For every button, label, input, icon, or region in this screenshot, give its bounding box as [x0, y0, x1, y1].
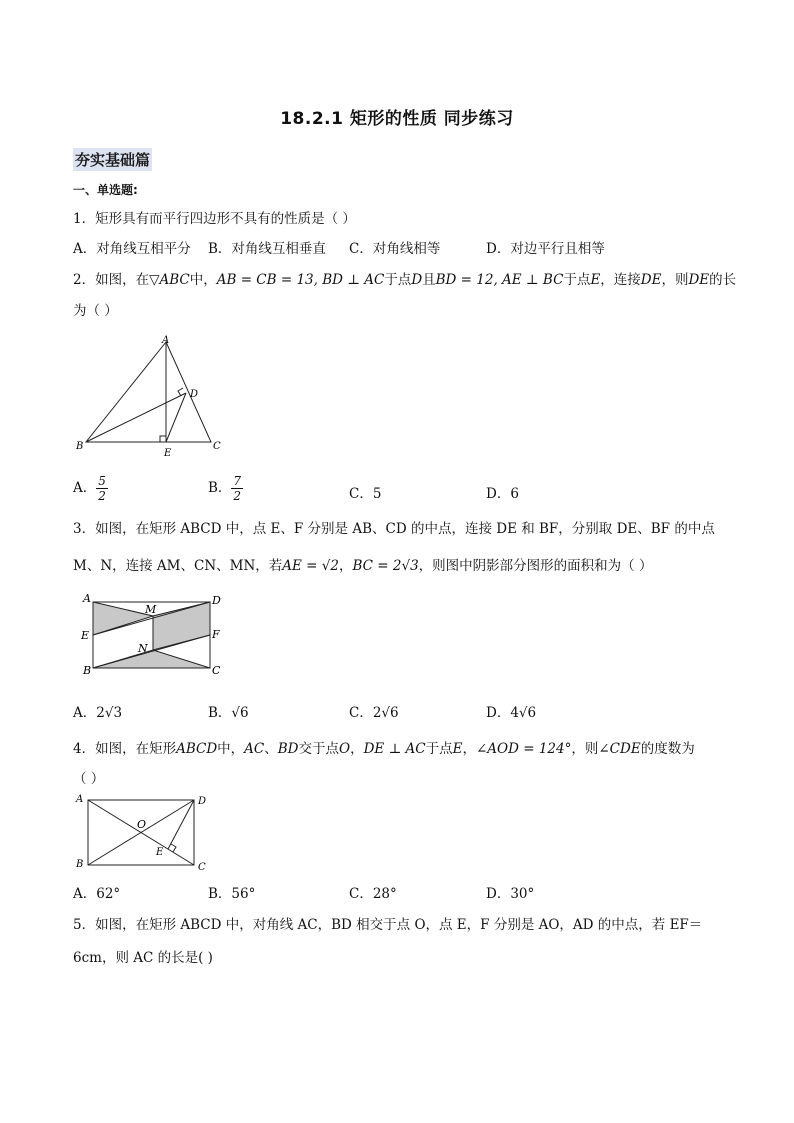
option-letter: D．: [486, 486, 511, 502]
q2-text: 且: [422, 272, 436, 288]
q4-math: ABCD: [176, 741, 218, 757]
option-letter: B．: [208, 480, 232, 496]
q2-text: ，则: [661, 272, 689, 288]
q2-math: AB = CB = 13, BD ⊥ AC: [216, 272, 385, 288]
q2-text: 于点: [563, 272, 591, 288]
q3-option-a: A．2√3: [73, 705, 123, 721]
section-heading: 一、单选题:: [73, 183, 138, 197]
q2-math: ▽ABC: [149, 272, 190, 288]
q4-text: 中，: [217, 741, 245, 757]
q1-option-c: C．对角线相等: [349, 241, 441, 257]
section-tag: 夯实基础篇: [73, 148, 152, 171]
question-3-line-2: [73, 554, 652, 574]
label-c: C: [198, 862, 206, 872]
denominator: 2: [98, 489, 106, 503]
q3-math: AE = √2: [282, 558, 339, 574]
option-letter: A．: [73, 480, 97, 496]
label-m: M: [145, 603, 157, 616]
question-5-line-1: 5．如图，在矩形 ABCD 中，对角线 AC，BD 相交于点 O，点 E，F 分别是 AO，AD 的中点，若 EF＝: [73, 917, 703, 933]
label-f: F: [212, 628, 220, 641]
q2-math: D: [411, 272, 423, 288]
label-a: A: [83, 592, 91, 605]
q4-math: O: [339, 741, 351, 757]
option-value: 6: [510, 486, 519, 502]
question-2-line-2: 为（ ）: [73, 303, 118, 319]
label-b: B: [76, 441, 84, 452]
q2-text: ，连接: [600, 272, 641, 288]
label-n: N: [138, 642, 148, 655]
label-b: B: [76, 859, 84, 870]
q3-option-d: D．4√6: [486, 705, 537, 721]
label-c: C: [213, 441, 221, 452]
q4-text: 、: [264, 741, 278, 757]
option-letter: C．: [349, 486, 373, 502]
q2-option-a: [73, 474, 108, 503]
fraction: [231, 474, 243, 503]
q3-text: ，则图中阴影部分图形的面积和为（ ）: [418, 558, 653, 574]
q4-text: 的度数为: [640, 741, 695, 757]
label-c: C: [212, 664, 221, 677]
q2-text: 中，: [189, 272, 217, 288]
q4-rectangle-figure: [72, 792, 222, 872]
q2-math: DE: [640, 272, 662, 288]
q4-text: ，: [462, 741, 476, 757]
label-o: O: [137, 818, 147, 831]
q2-text: 2．如图，在: [73, 272, 150, 288]
q4-math: DE ⊥ AC: [363, 741, 426, 757]
numerator: 5: [98, 474, 106, 488]
q1-option-d: D．对边平行且相等: [486, 241, 605, 257]
q4-math: E: [452, 741, 463, 757]
q2-triangle-figure: [70, 332, 230, 460]
q3-math: BC = 2√3: [352, 558, 419, 574]
question-1-text: 1．矩形具有而平行四边形不具有的性质是（ ）: [73, 211, 356, 227]
q4-text: 4．如图，在矩形: [73, 741, 177, 757]
q4-option-b: B．56°: [208, 886, 256, 902]
q1-option-a: A．对角线互相平分: [73, 241, 191, 257]
label-a: A: [162, 335, 170, 346]
segment-bd: [86, 393, 186, 442]
right-angle-mark-e: [160, 436, 166, 442]
segment-de: [166, 393, 186, 442]
q3-rectangle-figure: [78, 590, 228, 680]
q2-math: BD = 12, AE ⊥ BC: [435, 272, 564, 288]
numerator: 7: [233, 474, 242, 488]
denominator: 2: [233, 489, 242, 503]
q4-option-c: C．28°: [349, 886, 397, 902]
label-e: E: [156, 847, 164, 858]
question-3-line-1: 3．如图，在矩形 ABCD 中，点 E、F 分别是 AB、CD 的中点，连接 DE 和 BF，分别取 DE、BF 的中点: [73, 521, 715, 537]
q3-text: M、N，连接 AM、CN、MN，若: [73, 558, 283, 574]
shaded-triangle-bnc: [93, 650, 210, 668]
q3-text: ，: [338, 558, 353, 574]
question-5-line-2: 6cm，则 AC 的长是( ): [73, 950, 213, 966]
q4-math: BD: [277, 741, 299, 757]
option-value: 5: [372, 486, 382, 502]
q3-option-b: B．√6: [208, 705, 249, 721]
q4-math: AC: [244, 741, 265, 757]
q4-text: 交于点: [298, 741, 340, 757]
label-d: D: [212, 594, 221, 607]
label-e: E: [81, 629, 90, 642]
q1-option-b: B．对角线互相垂直: [208, 241, 326, 257]
q2-math: DE: [688, 272, 710, 288]
label-d: D: [198, 796, 207, 807]
q4-option-d: D．30°: [486, 886, 535, 902]
q2-text: 的长: [709, 272, 737, 288]
q4-text: ，则: [571, 741, 599, 757]
question-2-line-1: [73, 268, 736, 288]
q2-option-c: [349, 482, 381, 502]
label-b: B: [83, 664, 92, 677]
q4-math: ∠AOD = 124°: [476, 741, 572, 757]
question-4-line-1: [73, 737, 695, 757]
segment-de: [168, 800, 194, 849]
q2-text: 于点: [384, 272, 412, 288]
page-title: 18.2.1 矩形的性质 同步练习: [280, 109, 514, 129]
fraction: [96, 474, 108, 503]
label-d: D: [190, 389, 199, 400]
q4-math: ∠CDE: [598, 741, 641, 757]
q4-text: ，: [350, 741, 364, 757]
q4-text: 于点: [425, 741, 453, 757]
q4-option-a: A．62°: [73, 886, 121, 902]
question-4-line-2: （ ）: [73, 771, 105, 787]
q2-option-d: [486, 482, 519, 502]
shaded-triangle-aem: [93, 602, 153, 635]
q2-math: E: [590, 272, 601, 288]
label-e: E: [164, 448, 172, 459]
label-a: A: [76, 794, 84, 805]
q3-option-c: C．2√6: [349, 705, 399, 721]
q2-option-b: [208, 474, 243, 503]
